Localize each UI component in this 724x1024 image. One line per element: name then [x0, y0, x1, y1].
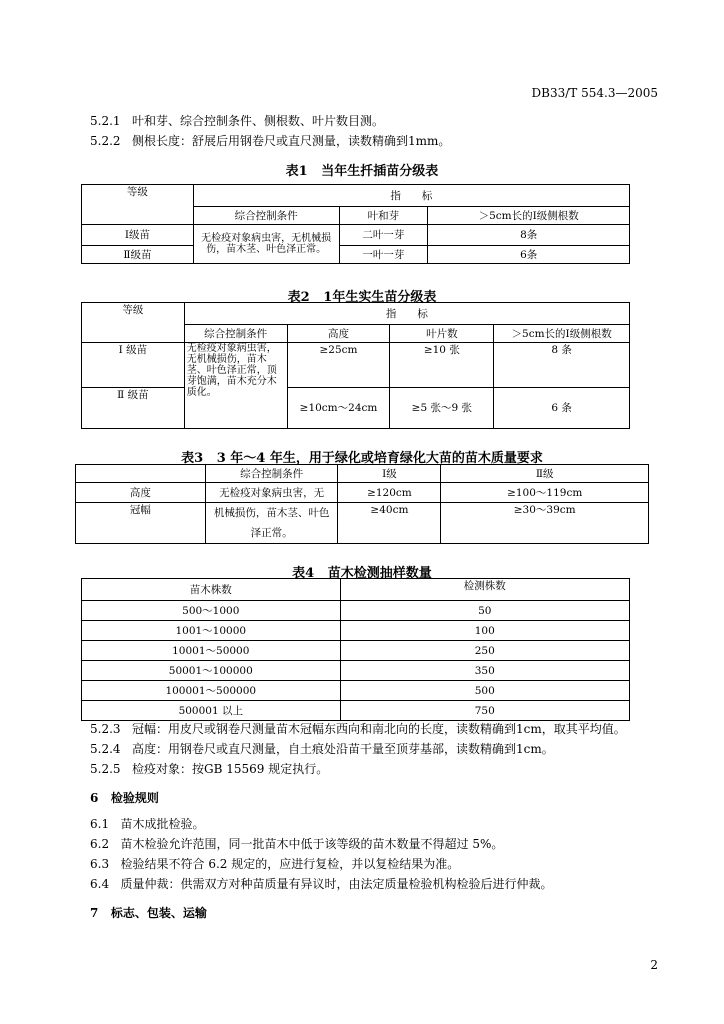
table3-grade2-cell: ≥30～39cm — [441, 503, 649, 544]
clause-number: 5.2.5 — [90, 762, 121, 776]
clause-text: 苗木成批检验。 — [120, 817, 205, 831]
clause-5-2-2 — [90, 132, 450, 149]
table-row-sample: 250 — [340, 641, 629, 661]
page-number: 2 — [650, 958, 658, 972]
table2-col-header: 高度 — [287, 325, 390, 343]
table2-header-index: 指 标 — [184, 303, 629, 325]
table3-grade1-cell: ≥40cm — [338, 503, 441, 544]
table3-col-header: 综合控制条件 — [205, 465, 338, 483]
table4-caption-title: 苗木检测抽样数量 — [327, 566, 432, 581]
table3-condition-cell — [205, 503, 338, 544]
clause-number: 5.2.1 — [90, 114, 121, 128]
table3-caption-number: 表3 — [181, 451, 204, 466]
table2-roots-cell: 6 条 — [494, 388, 630, 429]
table1-col-header: 叶和芽 — [339, 207, 428, 225]
table2-roots-cell: 8 条 — [494, 343, 630, 388]
table2-condition-cell: 无检疫对象病虫害，无机械损伤，苗木茎、叶色泽正常，顶芽饱满，苗木充分木质化。 — [184, 343, 287, 429]
clause-text: 叶和芽、综合控制条件、侧根数、叶片数目测。 — [132, 114, 385, 128]
clause-text: 苗木检验允许范围，同一批苗木中低于该等级的苗木数量不得超过 5%。 — [120, 837, 504, 851]
table-row-sample: 500 — [340, 681, 629, 701]
table2-col-header: 叶片数 — [390, 325, 494, 343]
clause-6-3 — [90, 855, 459, 872]
table2-caption-title: 1年生实生苗分级表 — [323, 290, 437, 305]
table1-col-header: 综合控制条件 — [193, 207, 339, 225]
table1-col-header: ＞5cm长的Ⅰ级侧根数 — [428, 207, 630, 225]
table2-leaves-cell: ≥5 张～9 张 — [390, 388, 494, 429]
table1-caption-number: 表1 — [285, 164, 308, 179]
clause-number: 5.2.2 — [90, 134, 121, 148]
table3-col-header: Ⅱ级 — [441, 465, 649, 483]
table1-grade-cell: Ⅱ级苗 — [82, 246, 194, 264]
table1-grade-cell: Ⅰ级苗 — [82, 225, 194, 246]
table1-caption-title: 当年生扦插苗分级表 — [321, 164, 439, 179]
table3 — [75, 464, 649, 544]
table-row-sample: 100 — [340, 621, 629, 641]
table3-col-header: Ⅰ级 — [338, 465, 441, 483]
table-row-count: 500～1000 — [82, 601, 341, 621]
section-title: 检验规则 — [110, 791, 159, 805]
section-number: 7 — [90, 906, 99, 920]
clause-5-2-4 — [90, 740, 554, 757]
clause-text: 冠幅：用皮尺或钢卷尺测量苗木冠幅东西向和南北向的长度，读数精确到1cm，取其平均值。 — [132, 722, 626, 736]
table1-caption — [0, 160, 724, 179]
clause-number: 6.1 — [90, 817, 110, 831]
table1-header-grade: 等级 — [82, 185, 194, 225]
table1-roots-cell: 8条 — [428, 225, 630, 246]
table-row-count: 50001～100000 — [82, 661, 341, 681]
table4-caption-number: 表4 — [292, 566, 315, 581]
table-row-count: 100001～500000 — [82, 681, 341, 701]
table3-condition-line: 机械损伤，苗木茎、叶色 — [213, 507, 330, 519]
table4 — [81, 578, 630, 721]
section-7-heading — [90, 904, 207, 921]
table3-condition-line: 无检疫对象病虫害，无 — [205, 483, 338, 503]
table-row-count: 1001～10000 — [82, 621, 341, 641]
clause-text: 侧根长度：舒展后用钢卷尺或直尺测量，读数精确到1mm。 — [132, 134, 451, 148]
table3-item-cell: 高度 — [76, 483, 206, 503]
clause-number: 6.4 — [90, 877, 110, 891]
table1 — [81, 184, 630, 264]
table1-header-index: 指 标 — [193, 185, 629, 207]
table-row-sample: 750 — [340, 701, 629, 721]
table2-caption-number: 表2 — [287, 290, 310, 305]
clause-number: 5.2.4 — [90, 742, 121, 756]
table2-header-grade: 等级 — [82, 303, 185, 343]
clause-text: 检疫对象：按GB 15569 规定执行。 — [132, 762, 329, 776]
table3-col-header — [76, 465, 206, 483]
table2-height-cell: ≥25cm — [287, 343, 390, 388]
table-row-count: 500001 以上 — [82, 701, 341, 721]
table-row-count: 10001～50000 — [82, 641, 341, 661]
clause-number: 6.3 — [90, 857, 110, 871]
clause-number: 5.2.3 — [90, 722, 121, 736]
table2-leaves-cell: ≥10 张 — [390, 343, 494, 388]
table2 — [81, 302, 630, 429]
table3-item-cell: 冠幅 — [76, 503, 206, 544]
table4-col-header: 苗木株数 — [82, 579, 341, 601]
table4-col-header: 检测株数 — [340, 579, 629, 601]
clause-5-2-1 — [90, 112, 384, 129]
table3-grade1-cell: ≥120cm — [338, 483, 441, 503]
table2-grade-cell: Ⅱ 级苗 — [82, 388, 185, 429]
clause-text: 检验结果不符合 6.2 规定的，应进行复检，并以复检结果为准。 — [120, 857, 460, 871]
table-row-sample: 350 — [340, 661, 629, 681]
clause-6-2 — [90, 835, 503, 852]
table1-condition-cell: 无检疫对象病虫害，无机械损伤，苗木茎、叶色泽正常。 — [193, 225, 339, 264]
table3-condition-line: 泽正常。 — [250, 527, 293, 539]
section-6-heading — [90, 789, 159, 806]
table1-leaf-cell: 一叶一芽 — [339, 246, 428, 264]
table2-col-header: ＞5cm长的Ⅰ级侧根数 — [494, 325, 630, 343]
clause-6-4 — [90, 875, 553, 892]
clause-6-1 — [90, 815, 205, 832]
table2-col-header: 综合控制条件 — [184, 325, 287, 343]
clause-5-2-3 — [90, 720, 626, 737]
section-title: 标志、包装、运输 — [110, 906, 207, 920]
section-number: 6 — [90, 791, 99, 805]
table-row-sample: 50 — [340, 601, 629, 621]
clause-5-2-5 — [90, 760, 328, 777]
clause-number: 6.2 — [90, 837, 110, 851]
table2-grade-cell: Ⅰ 级苗 — [82, 343, 185, 388]
table1-leaf-cell: 二叶一芽 — [339, 225, 428, 246]
clause-text: 质量仲裁：供需双方对种苗质量有异议时，由法定质量检验机构检验后进行仲裁。 — [120, 877, 553, 891]
table3-caption-title: 3 年～4 年生，用于绿化或培育绿化大苗的苗木质量要求 — [216, 451, 543, 466]
clause-text: 高度：用钢卷尺或直尺测量，自土痕处沿苗干量至顶芽基部，读数精确到1cm。 — [132, 742, 554, 756]
table2-height-cell: ≥10cm～24cm — [287, 388, 390, 429]
table3-grade2-cell: ≥100～119cm — [441, 483, 649, 503]
document-code: DB33/T 554.3—2005 — [531, 86, 658, 100]
table1-roots-cell: 6条 — [428, 246, 630, 264]
